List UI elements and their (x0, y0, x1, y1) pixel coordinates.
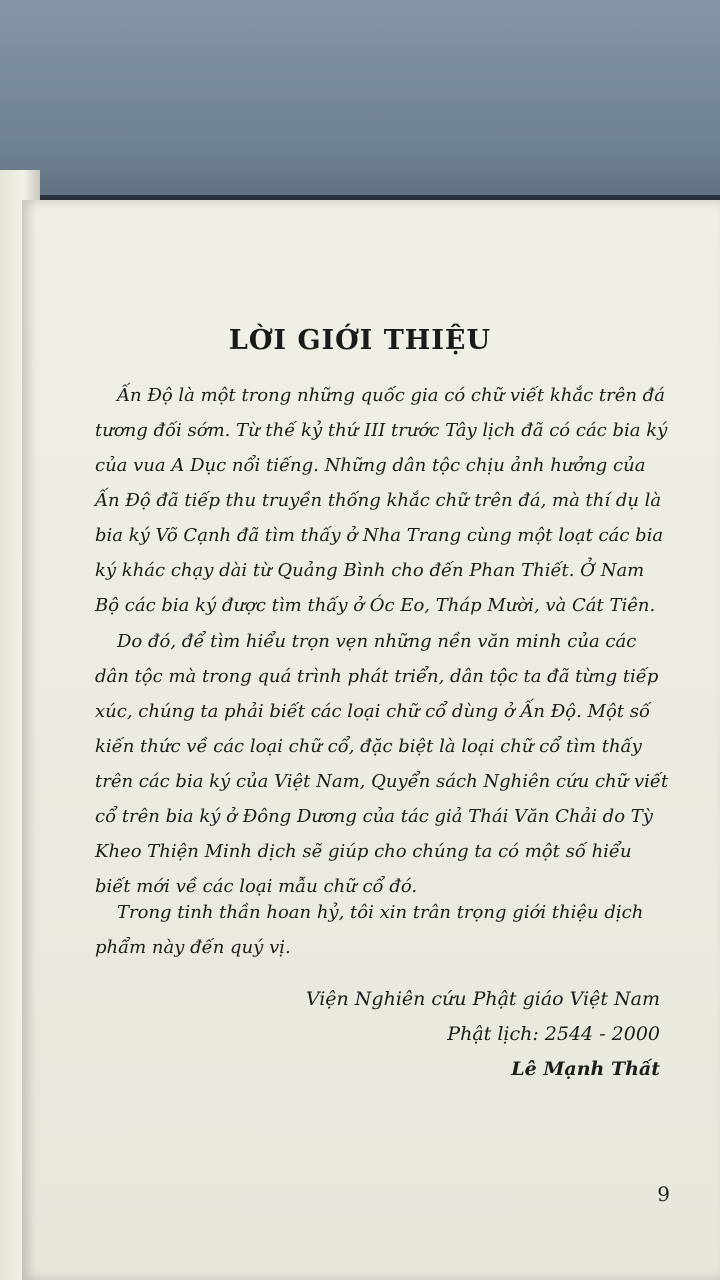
paragraph-1: Ấn Độ là một trong những quốc gia có chữ viết khắc trên đá tương đối sớm. Từ thế kỷ thứ III trước Tây lịch đã có các bia ký của vua A Dục nổi tiếng. Những dân tộc chịu ảnh hưởng của Ấn Độ đã tiếp thu truyền thống khắc chữ trên đá, mà thí dụ là bia ký Võ Cạnh đã tìm thấy ở Nha Trang cùng một loạt các bia ký khác chạy dài từ Quảng Bình cho đến Phan Thiết. Ở Nam Bộ các bia ký được tìm thấy ở Óc Eo, Tháp Mười, và Cát Tiên. (95, 385, 668, 616)
page-number: 9 (657, 1182, 670, 1206)
paragraph-3: Trong tinh thần hoan hỷ, tôi xin trân trọng giới thiệu dịch phẩm này đến quý vị. (95, 902, 644, 958)
paragraph-2: Do đó, để tìm hiểu trọn vẹn những nền văn minh của các dân tộc mà trong quá trình phát triển, dân tộc ta đã từng tiếp xúc, chúng ta phải biết các loại chữ cổ dùng ở Ấn Độ. Một số kiến thức về các loại chữ cổ, đặc biệt là loại chữ cổ tìm thấy trên các bia ký của Việt Nam, Quyển sách Nghiên cứu chữ viết cổ trên bia ký ở Đông Dương của tác giả Thái Văn Chải do Tỳ Kheo Thiện Minh dịch sẽ giúp cho chúng ta có một số hiểu biết mới về các loại mẫu chữ cổ đó. (95, 631, 669, 897)
signature-institute: Viện Nghiên cứu Phật giáo Việt Nam (305, 988, 660, 1010)
signature-author: Lê Mạnh Thất (511, 1058, 660, 1080)
signature-date: Phật lịch: 2544 - 2000 (447, 1023, 660, 1045)
page-title: LỜI GIỚI THIỆU (228, 325, 492, 356)
background-shelf (0, 0, 720, 210)
